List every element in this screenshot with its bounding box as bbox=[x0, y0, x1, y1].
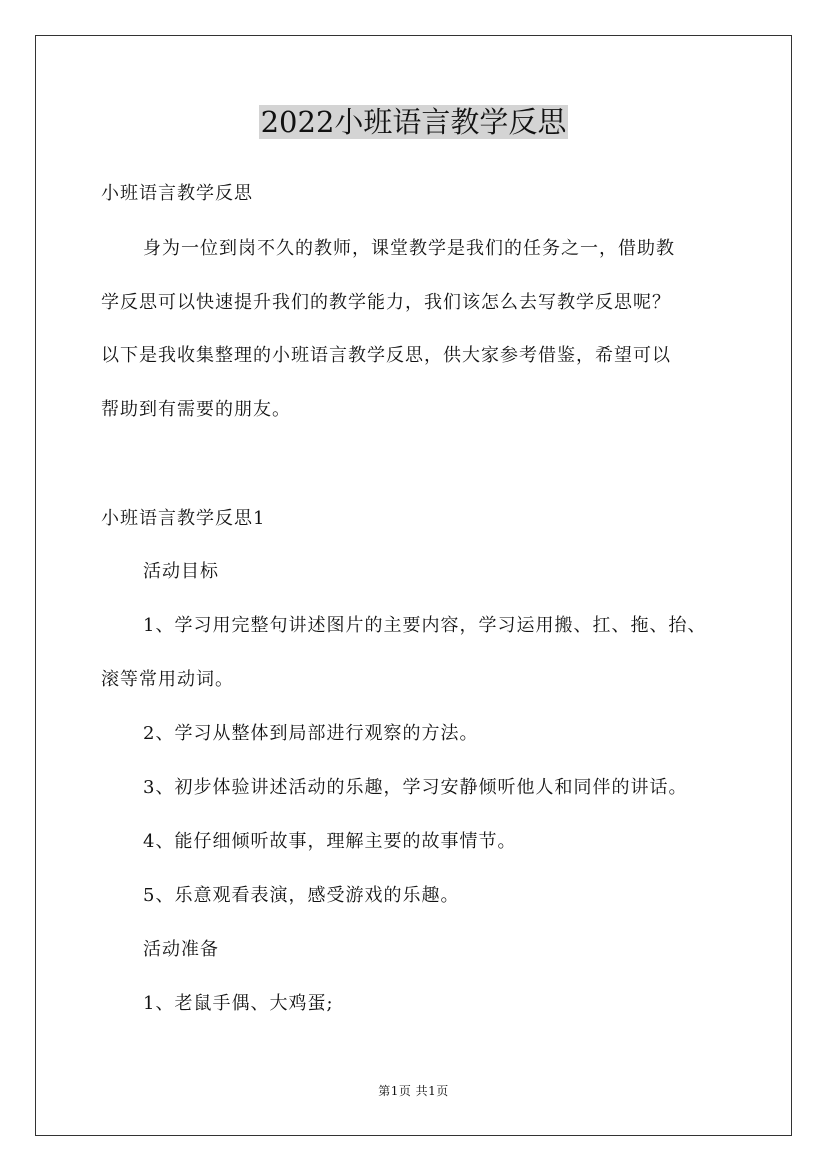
goal-line: 1、学习用完整句讲述图片的主要内容，学习运用搬、扛、拖、抬、 bbox=[143, 615, 707, 636]
prep-line: 1、老鼠手偶、大鸡蛋; bbox=[143, 993, 334, 1014]
goal-line: 3、初步体验讲述活动的乐趣，学习安静倾听他人和同伴的讲话。 bbox=[143, 777, 688, 798]
goals-heading: 活动目标 bbox=[143, 561, 219, 582]
goal-line: 5、乐意观看表演，感受游戏的乐趣。 bbox=[143, 885, 460, 906]
goal-line: 4、能仔细倾听故事，理解主要的故事情节。 bbox=[143, 831, 517, 852]
intro-line: 学反思可以快速提升我们的教学能力，我们该怎么去写教学反思呢？ bbox=[101, 292, 671, 313]
goal-line: 2、学习从整体到局部进行观察的方法。 bbox=[143, 723, 479, 744]
page-number-footer: 第1页 共1页 bbox=[378, 1084, 449, 1098]
intro-line: 身为一位到岗不久的教师，课堂教学是我们的任务之一，借助教 bbox=[143, 238, 675, 259]
section-title: 小班语言教学反思1 bbox=[101, 508, 266, 529]
document-subtitle: 小班语言教学反思 bbox=[101, 183, 253, 204]
document-title bbox=[0, 102, 827, 142]
intro-line: 帮助到有需要的朋友。 bbox=[101, 399, 291, 420]
prep-heading: 活动准备 bbox=[143, 939, 219, 960]
intro-line: 以下是我收集整理的小班语言教学反思，供大家参考借鉴，希望可以 bbox=[101, 345, 671, 366]
goal-line: 滚等常用动词。 bbox=[101, 669, 234, 690]
document-title-text: 2022小班语言教学反思 bbox=[260, 105, 567, 139]
